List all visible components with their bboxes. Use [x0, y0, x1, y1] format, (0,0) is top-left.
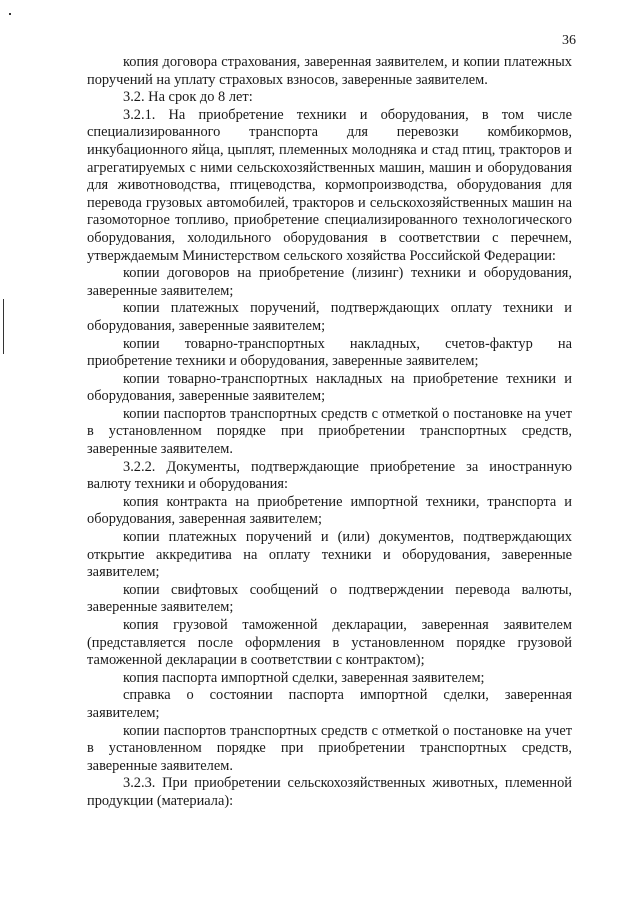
list-item: копия контракта на приобретение импортной техники, транспорта и оборудования, заверенная заявителем;	[87, 493, 572, 528]
paragraph-3-2-1: 3.2.1. На приобретение техники и оборудования, в том числе специализированного транспорта для перевозки комбикормов, инкубационного яйца, цыплят, племенных молодняка и стад птиц, тракторов и агрегатируемых с ними сельскохозяйственных машин, машин и оборудования для животноводства, птицеводства, кормопроизводства, оборудования для перевода грузовых автомобилей, тракторов и сельскохозяйственных машин на газомоторное топливо, приобретение специализированного технологического оборудования, холодильного оборудования в соответствии с перечнем, утверждаемым Министерством сельского хозяйства Российской Федерации:	[87, 106, 572, 264]
scan-margin-line	[3, 299, 4, 354]
heading-3-2: 3.2. На срок до 8 лет:	[123, 89, 253, 106]
page-number: 36	[562, 33, 576, 48]
paragraph-3-2-2: 3.2.2. Документы, подтверждающие приобретение за иностранную валюту техники и оборудования:	[87, 458, 572, 493]
list-item: копии товарно-транспортных накладных на приобретение техники и оборудования, заверенные заявителем;	[87, 370, 572, 405]
list-item: копии свифтовых сообщений о подтверждении перевода валюты, заверенные заявителем;	[87, 581, 572, 616]
list-item: копии паспортов транспортных средств с отметкой о постановке на учет в установленном порядке при приобретении транспортных средств, заверенные заявителем.	[87, 722, 572, 774]
list-item: копии паспортов транспортных средств с отметкой о постановке на учет в установленном порядке при приобретении транспортных средств, заверенные заявителем.	[87, 405, 572, 458]
list-item: справка о состоянии паспорта импортной сделки, заверенная заявителем;	[87, 687, 572, 721]
list-item: копия паспорта импортной сделки, заверенная заявителем;	[123, 669, 485, 686]
list-item: копия грузовой таможенной декларации, заверенная заявителем (представляется после оформления в установленном порядке грузовой таможенной декларации в соответствии с контрактом);	[87, 617, 572, 669]
list-item: копии платежных поручений и (или) документов, подтверждающих открытие аккредитива на оплату техники и оборудования, заверенные заявителем;	[87, 529, 572, 581]
list-item: копии товарно-транспортных накладных, счетов-фактур на приобретение техники и оборудования, заверенные заявителем;	[87, 335, 572, 370]
paragraph-3-2-3: 3.2.3. При приобретении сельскохозяйственных животных, племенной продукции (материала):	[87, 775, 572, 809]
list-item: копии договоров на приобретение (лизинг) техники и оборудования, заверенные заявителем;	[87, 265, 572, 299]
paragraph-insurance-copies: копия договора страхования, заверенная заявителем, и копии платежных поручений на уплату страховых взносов, заверенные заявителем.	[87, 54, 572, 88]
document-body	[87, 54, 572, 811]
list-item: копии платежных поручений, подтверждающих оплату техники и оборудования, заверенные заявителем;	[87, 300, 572, 334]
scan-speck	[9, 13, 11, 15]
